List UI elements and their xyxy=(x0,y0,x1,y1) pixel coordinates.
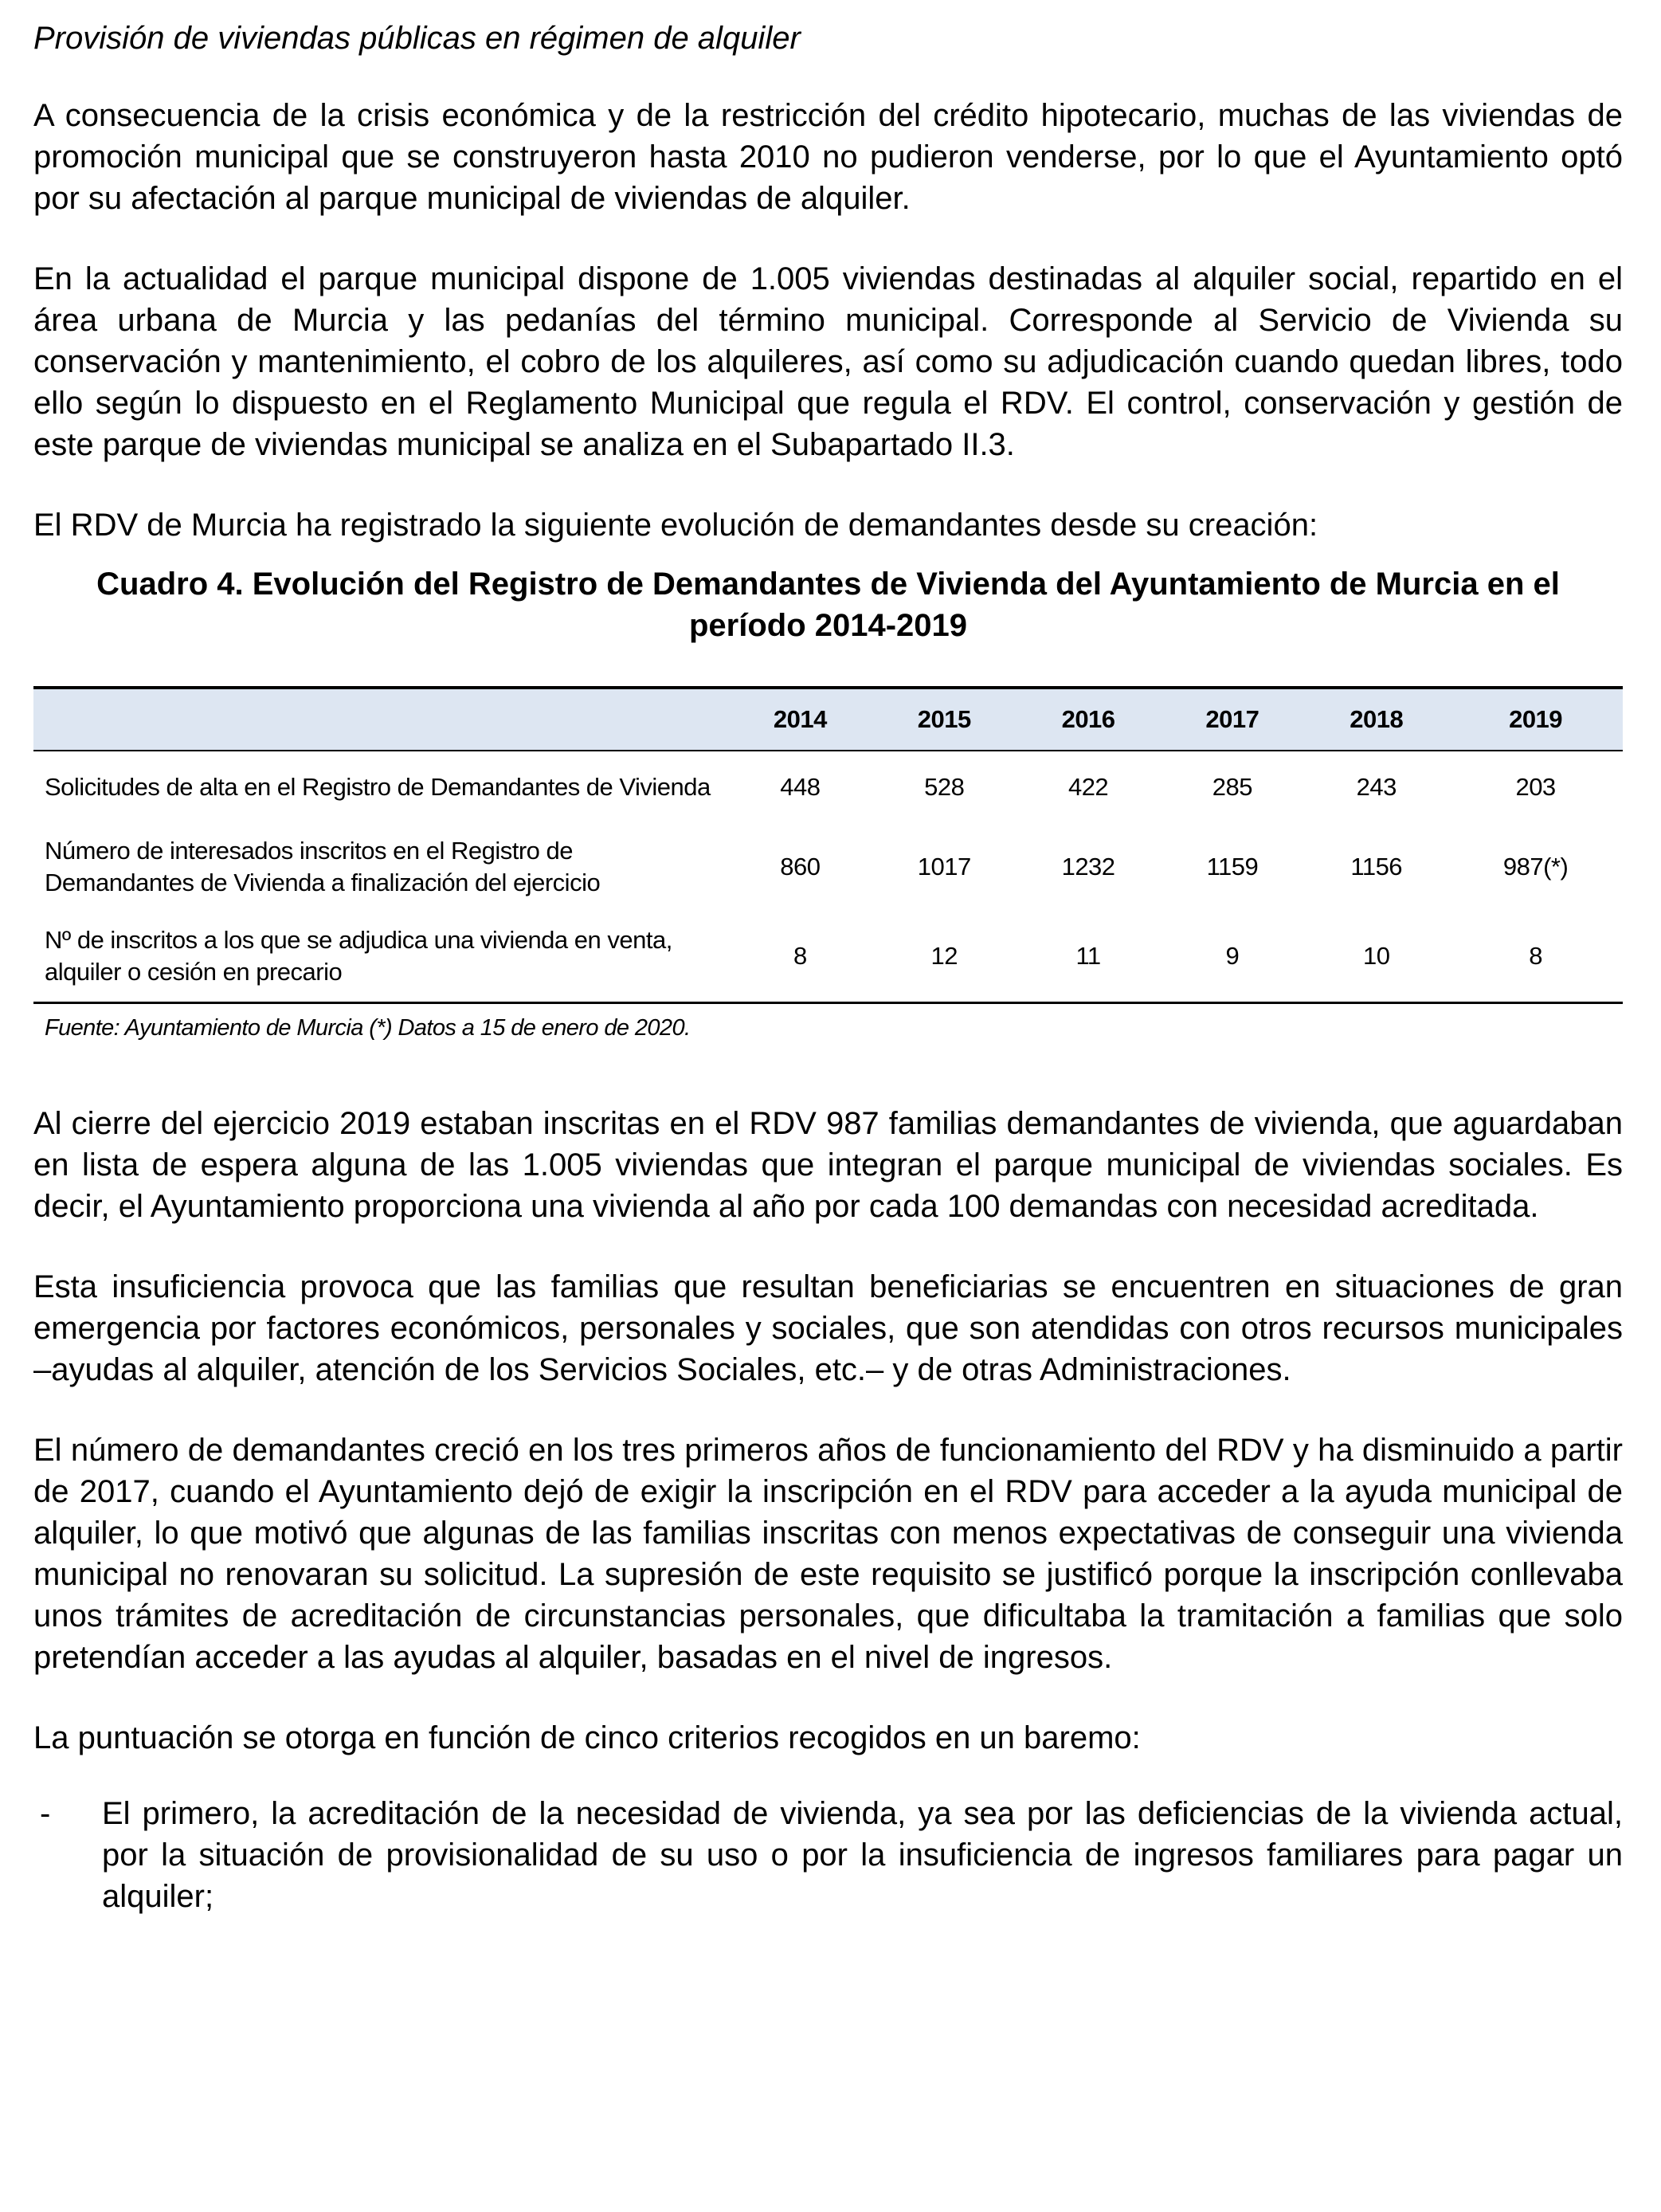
table-cell: 8 xyxy=(1448,911,1623,1003)
table-source-note: Fuente: Ayuntamiento de Murcia (*) Datos a 15 de enero de 2020. xyxy=(45,1015,691,1041)
table-cell: 1159 xyxy=(1206,853,1259,880)
table-cell: 11 xyxy=(1017,911,1161,1003)
bullet-dash: - xyxy=(40,1796,51,1831)
table-header-row xyxy=(33,688,1623,751)
table-row xyxy=(33,751,1623,823)
year-header: 2017 xyxy=(1160,688,1304,751)
table-cell: 10 xyxy=(1304,911,1448,1003)
row-label: Solicitudes de alta en el Registro de Demandantes de Vivienda xyxy=(45,773,711,801)
table-cell: 243 xyxy=(1356,773,1397,801)
table-cell: 528 xyxy=(924,773,965,801)
document-page xyxy=(33,18,1623,1917)
table-cell: 860 xyxy=(780,853,821,880)
row-label: Nº de inscritos a los que se adjudica una vivienda en venta, alquiler o cesión en precario xyxy=(33,911,728,1003)
list-item xyxy=(33,1793,1623,1917)
table-row xyxy=(33,823,1623,911)
paragraph: El número de demandantes creció en los tres primeros años de funcionamiento del RDV y ha disminuido a partir de 2017, cuando el Ayuntamiento dejó de exigir la inscripción en el RDV para acceder a la ayuda municipal de alquiler, lo que motivó que algunas de las familias inscritas con menos expectativas de conseguir una vivienda municipal no renovaran su solicitud. La supresión de este requisito se justificó porque la inscripción conllevaba unos trámites de acreditación de circunstancias personales, que dificultaba la tramitación a familias que solo pretendían acceder a las ayudas al alquiler, basadas en el nivel de ingresos. xyxy=(33,1433,1623,1675)
table-row xyxy=(33,911,1623,1003)
table-cell: 987(*) xyxy=(1502,853,1569,880)
year-header: 2015 xyxy=(872,688,1017,751)
paragraph: Esta insuficiencia provoca que las familias que resultan beneficiarias se encuentren en situaciones de gran emergencia por factores económicos, personales y sociales, que son atendidas con otros recursos municipales –ayudas al alquiler, atención de los Servicios Sociales, etc.– y de otras Administraciones. xyxy=(33,1269,1623,1387)
table-cell: 448 xyxy=(780,773,821,801)
table-cell: 422 xyxy=(1068,773,1109,801)
table-cell: 12 xyxy=(872,911,1017,1003)
year-header: 2016 xyxy=(1017,688,1161,751)
row-label: Número de interesados inscritos en el Registro de Demandantes de Vivienda a finalización del ejercicio xyxy=(45,837,601,896)
paragraph: Al cierre del ejercicio 2019 estaban inscritas en el RDV 987 familias demandantes de vivienda, que aguardaban en lista de espera alguna de las 1.005 viviendas que integran el parque municipal de viviendas sociales. Es decir, el Ayuntamiento proporciona una vivienda al año por cada 100 demandas con necesidad acreditada. xyxy=(33,1106,1623,1224)
list-item-text: El primero, la acreditación de la necesidad de vivienda, ya sea por las deficiencias de la vivienda actual, por la situación de provisionalidad de su uso o por la insuficiencia de ingresos familiares para pagar un alquiler; xyxy=(102,1796,1623,1914)
table-cell: 285 xyxy=(1212,773,1253,801)
year-header: 2018 xyxy=(1304,688,1448,751)
section-title: Provisión de viviendas públicas en régimen de alquiler xyxy=(33,21,801,56)
table-cell: 1156 xyxy=(1350,853,1403,880)
table-cell: 203 xyxy=(1515,773,1556,801)
paragraph: En la actualidad el parque municipal dispone de 1.005 viviendas destinadas al alquiler social, repartido en el área urbana de Murcia y las pedanías del término municipal. Corresponde al Servicio de Vivienda su conservación y mantenimiento, el cobro de los alquileres, así como su adjudicación cuando quedan libres, todo ello según lo dispuesto en el Reglamento Municipal que regula el RDV. El control, conservación y gestión de este parque de viviendas municipal se analiza en el Subapartado II.3. xyxy=(33,261,1623,462)
table-cell: 1017 xyxy=(917,853,971,880)
table-caption: Cuadro 4. Evolución del Registro de Demandantes de Vivienda del Ayuntamiento de Murcia en el período 2014-2019 xyxy=(96,567,1560,643)
table-cell: 9 xyxy=(1160,911,1304,1003)
paragraph: A consecuencia de la crisis económica y de la restricción del crédito hipotecario, muchas de las viviendas de promoción municipal que se construyeron hasta 2010 no pudieron venderse, por lo que el Ayuntamiento optó por su afectación al parque municipal de viviendas de alquiler. xyxy=(33,98,1623,216)
table-cell: 1232 xyxy=(1061,853,1115,880)
table-cell: 8 xyxy=(728,911,872,1003)
paragraph: El RDV de Murcia ha registrado la siguiente evolución de demandantes desde su creación: xyxy=(33,508,1318,543)
year-header: 2019 xyxy=(1448,688,1623,751)
demandantes-table xyxy=(33,686,1623,1004)
paragraph: La puntuación se otorga en función de cinco criterios recogidos en un baremo: xyxy=(33,1720,1141,1755)
header-label-cell xyxy=(33,688,728,751)
year-header: 2014 xyxy=(728,688,872,751)
